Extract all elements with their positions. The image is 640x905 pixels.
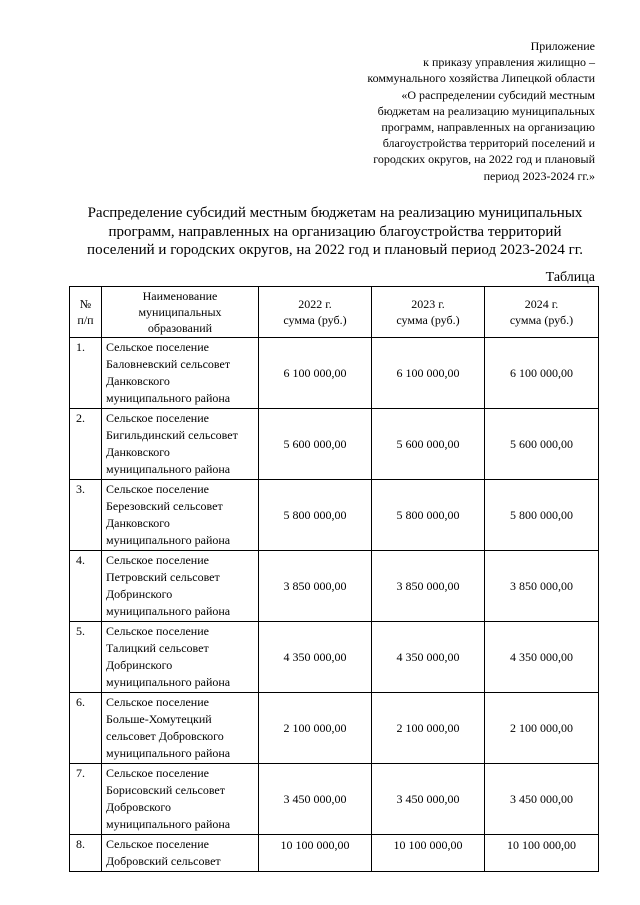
appendix-line: коммунального хозяйства Липецкой области: [367, 71, 595, 86]
header-text: сумма (руб.): [509, 313, 574, 327]
amount-2022: 2 100 000,00: [259, 693, 372, 764]
appendix-line: к приказу управления жилищно –: [423, 55, 595, 70]
name-line: Баловневский сельсовет: [106, 357, 231, 371]
row-number: 3.: [70, 480, 102, 551]
name-line: Сельское поселение: [106, 482, 209, 496]
municipality-name: [102, 693, 259, 764]
row-number: 8.: [70, 835, 102, 872]
amount-2022: 5 800 000,00: [259, 480, 372, 551]
amount-2024: 3 850 000,00: [485, 551, 599, 622]
amount-2023: 5 600 000,00: [372, 409, 485, 480]
table-row: [70, 409, 599, 480]
row-number: 1.: [70, 338, 102, 409]
name-line: Сельское поселение: [106, 837, 209, 851]
amount-2024: 3 450 000,00: [485, 764, 599, 835]
name-line: Добринского: [106, 658, 173, 672]
row-number: 7.: [70, 764, 102, 835]
document-title: [60, 204, 610, 260]
header-text: 2024 г.: [524, 297, 559, 311]
name-line: Березовский сельсовет: [106, 499, 223, 513]
amount-2022: 10 100 000,00: [259, 835, 372, 872]
header-2022: [259, 287, 372, 338]
title-line: поселений и городских округов, на 2022 год и плановый период 2023-2024 гг.: [87, 242, 583, 258]
amount-2024: 2 100 000,00: [485, 693, 599, 764]
header-text: Наименование: [142, 289, 218, 303]
header-text: №: [79, 297, 92, 311]
amount-2023: 6 100 000,00: [372, 338, 485, 409]
amount-2022: 4 350 000,00: [259, 622, 372, 693]
name-line: муниципального района: [106, 462, 231, 476]
amount-2024: 10 100 000,00: [485, 835, 599, 872]
name-line: Больше-Хомутецкий: [106, 712, 212, 726]
amount-2023: 3 450 000,00: [372, 764, 485, 835]
name-line: Сельское поселение: [106, 624, 209, 638]
table-row: [70, 551, 599, 622]
title-line: Распределение субсидий местным бюджетам на реализацию муниципальных: [87, 205, 583, 221]
row-number: 4.: [70, 551, 102, 622]
appendix-line: «О распределении субсидий местным: [401, 87, 595, 102]
name-line: Добровского: [106, 800, 172, 814]
name-line: муниципального района: [106, 675, 231, 689]
header-text: муниципальных: [138, 305, 222, 319]
name-line: Сельское поселение: [106, 340, 209, 354]
name-line: Талицкий сельсовет: [106, 641, 209, 655]
name-line: Добровский сельсовет: [106, 854, 221, 868]
row-number: 5.: [70, 622, 102, 693]
name-line: Сельское поселение: [106, 695, 209, 709]
table-row: [70, 622, 599, 693]
appendix-line: Приложение: [530, 39, 595, 53]
appendix-line: программ, направленных на организацию: [381, 120, 595, 135]
amount-2022: 6 100 000,00: [259, 338, 372, 409]
table-label: Таблица: [545, 270, 595, 285]
municipality-name: [102, 835, 259, 872]
amount-2022: 3 850 000,00: [259, 551, 372, 622]
municipality-name: [102, 551, 259, 622]
appendix-header: [305, 38, 595, 184]
header-name: [102, 287, 259, 338]
name-line: Бигильдинский сельсовет: [106, 428, 238, 442]
name-line: Данковского: [106, 445, 170, 459]
row-number: 6.: [70, 693, 102, 764]
name-line: муниципального района: [106, 391, 231, 405]
header-2023: [372, 287, 485, 338]
amount-2024: 5 600 000,00: [485, 409, 599, 480]
table-row: [70, 835, 599, 872]
amount-2024: 4 350 000,00: [485, 622, 599, 693]
name-line: Данковского: [106, 374, 170, 388]
amount-2024: 5 800 000,00: [485, 480, 599, 551]
municipality-name: [102, 480, 259, 551]
row-number: 2.: [70, 409, 102, 480]
name-line: Добринского: [106, 587, 173, 601]
name-line: муниципального района: [106, 817, 231, 831]
amount-2023: 4 350 000,00: [372, 622, 485, 693]
title-line: программ, направленных на организацию благоустройства территорий: [108, 223, 562, 240]
name-line: сельсовет Добровского: [106, 729, 224, 743]
table-row: [70, 693, 599, 764]
amount-2023: 3 850 000,00: [372, 551, 485, 622]
table-row: [70, 764, 599, 835]
municipality-name: [102, 764, 259, 835]
header-text: сумма (руб.): [283, 313, 347, 327]
name-line: муниципального района: [106, 533, 231, 547]
amount-2022: 5 600 000,00: [259, 409, 372, 480]
amount-2023: 10 100 000,00: [372, 835, 485, 872]
appendix-line: городских округов, на 2022 год и плановый: [373, 152, 595, 167]
municipality-name: [102, 409, 259, 480]
appendix-line: благоустройства территорий поселений и: [382, 136, 595, 151]
header-2024: [485, 287, 599, 338]
header-text: 2023 г.: [411, 297, 445, 311]
appendix-line: бюджетам на реализацию муниципальных: [377, 103, 595, 118]
amount-2023: 2 100 000,00: [372, 693, 485, 764]
name-line: Сельское поселение: [106, 553, 209, 567]
name-line: Сельское поселение: [106, 766, 209, 780]
header-text: 2022 г.: [298, 297, 332, 311]
name-line: муниципального района: [106, 604, 231, 618]
amount-2023: 5 800 000,00: [372, 480, 485, 551]
name-line: Сельское поселение: [106, 411, 209, 425]
header-num: [70, 287, 102, 338]
amount-2024: 6 100 000,00: [485, 338, 599, 409]
municipality-name: [102, 622, 259, 693]
municipality-name: [102, 338, 259, 409]
header-text: п/п: [77, 313, 94, 327]
name-line: Данковского: [106, 516, 170, 530]
table-row: [70, 480, 599, 551]
amount-2022: 3 450 000,00: [259, 764, 372, 835]
header-text: сумма (руб.): [396, 313, 460, 327]
header-text: образований: [147, 321, 213, 335]
name-line: Петровский сельсовет: [106, 570, 220, 584]
table-row: [70, 338, 599, 409]
appendix-line: период 2023-2024 гг.»: [483, 168, 595, 183]
table-header-row: [70, 287, 599, 338]
name-line: Борисовский сельсовет: [106, 783, 225, 797]
subsidy-table: [69, 286, 599, 872]
name-line: муниципального района: [106, 746, 231, 760]
